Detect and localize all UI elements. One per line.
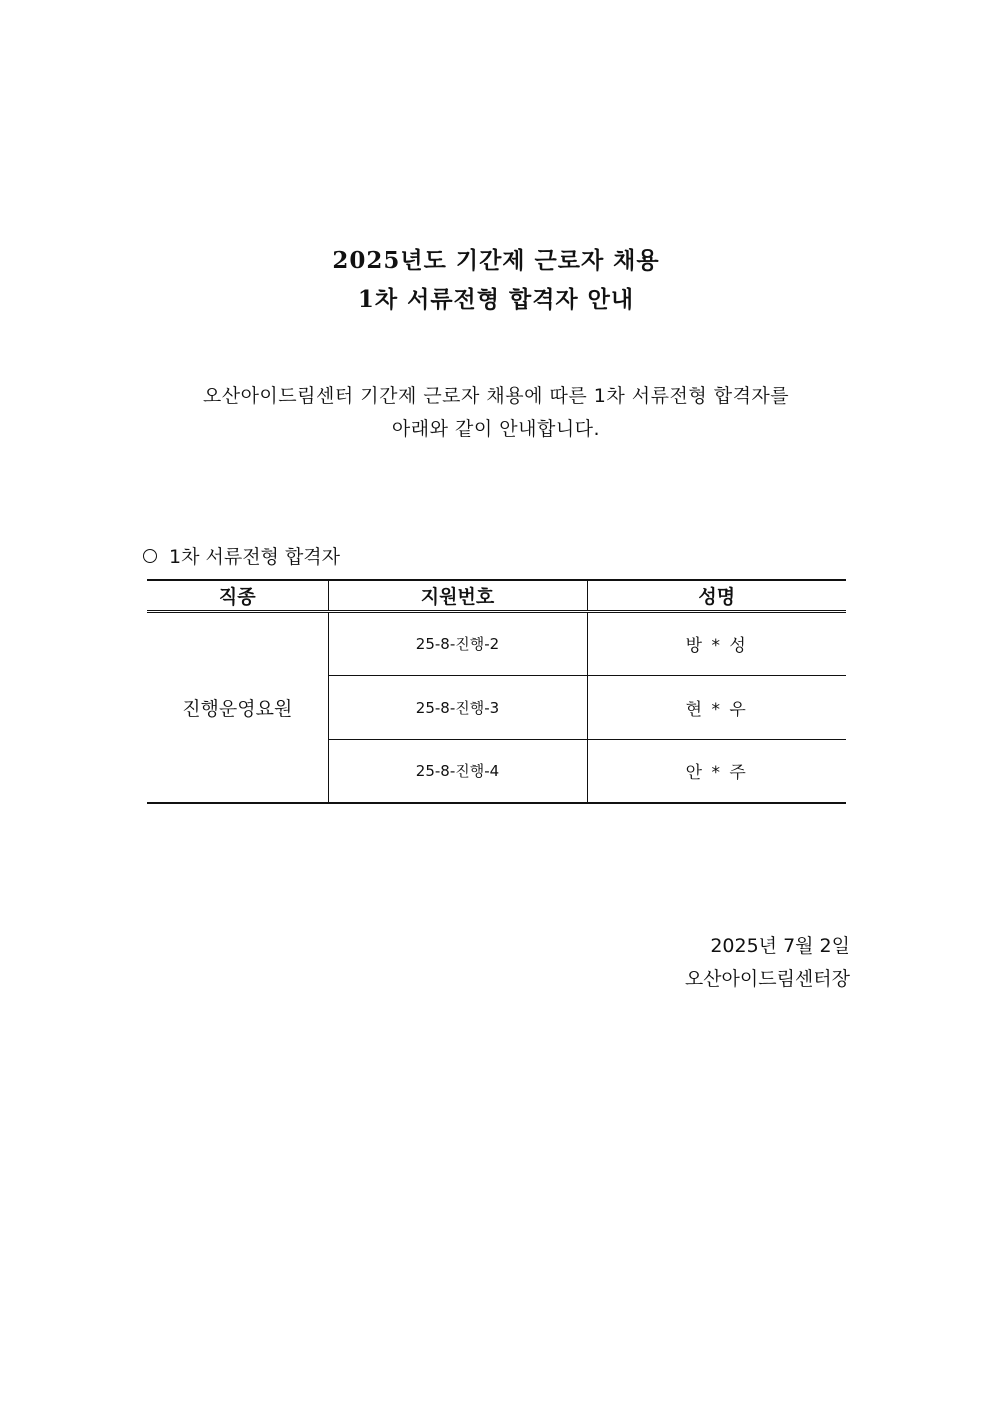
circle-icon [143,549,157,563]
applicant-name-cell: 현 * 우 [587,675,846,739]
job-type-cell: 진행운영요원 [147,611,328,803]
section-heading-label: 1차 서류전형 합격자 [169,546,340,568]
document-title-line1: 2025년도 기간제 근로자 채용 [332,247,660,274]
applicant-name-cell: 방 * 성 [587,611,846,675]
application-number-cell: 25-8-진행-4 [328,739,587,803]
application-number-cell: 25-8-진행-2 [328,611,587,675]
table-row [147,611,846,675]
column-header-name: 성명 [587,580,846,611]
document-title-line2: 1차 서류전형 합격자 안내 [357,286,635,313]
results-table [147,579,846,804]
column-header-job-type: 직종 [147,580,328,611]
issue-date: 2025년 7월 2일 [710,935,850,957]
column-header-application-number: 지원번호 [328,580,587,611]
applicant-name-cell: 안 * 주 [587,739,846,803]
application-number-cell: 25-8-진행-3 [328,675,587,739]
intro-text-line2: 아래와 같이 안내합니다. [391,418,601,440]
table-header-row [147,580,846,611]
issuer-signature: 오산아이드림센터장 [684,968,850,990]
intro-text-line1: 오산아이드림센터 기간제 근로자 채용에 따른 1차 서류전형 합격자를 [202,385,790,407]
section-heading [143,542,340,569]
